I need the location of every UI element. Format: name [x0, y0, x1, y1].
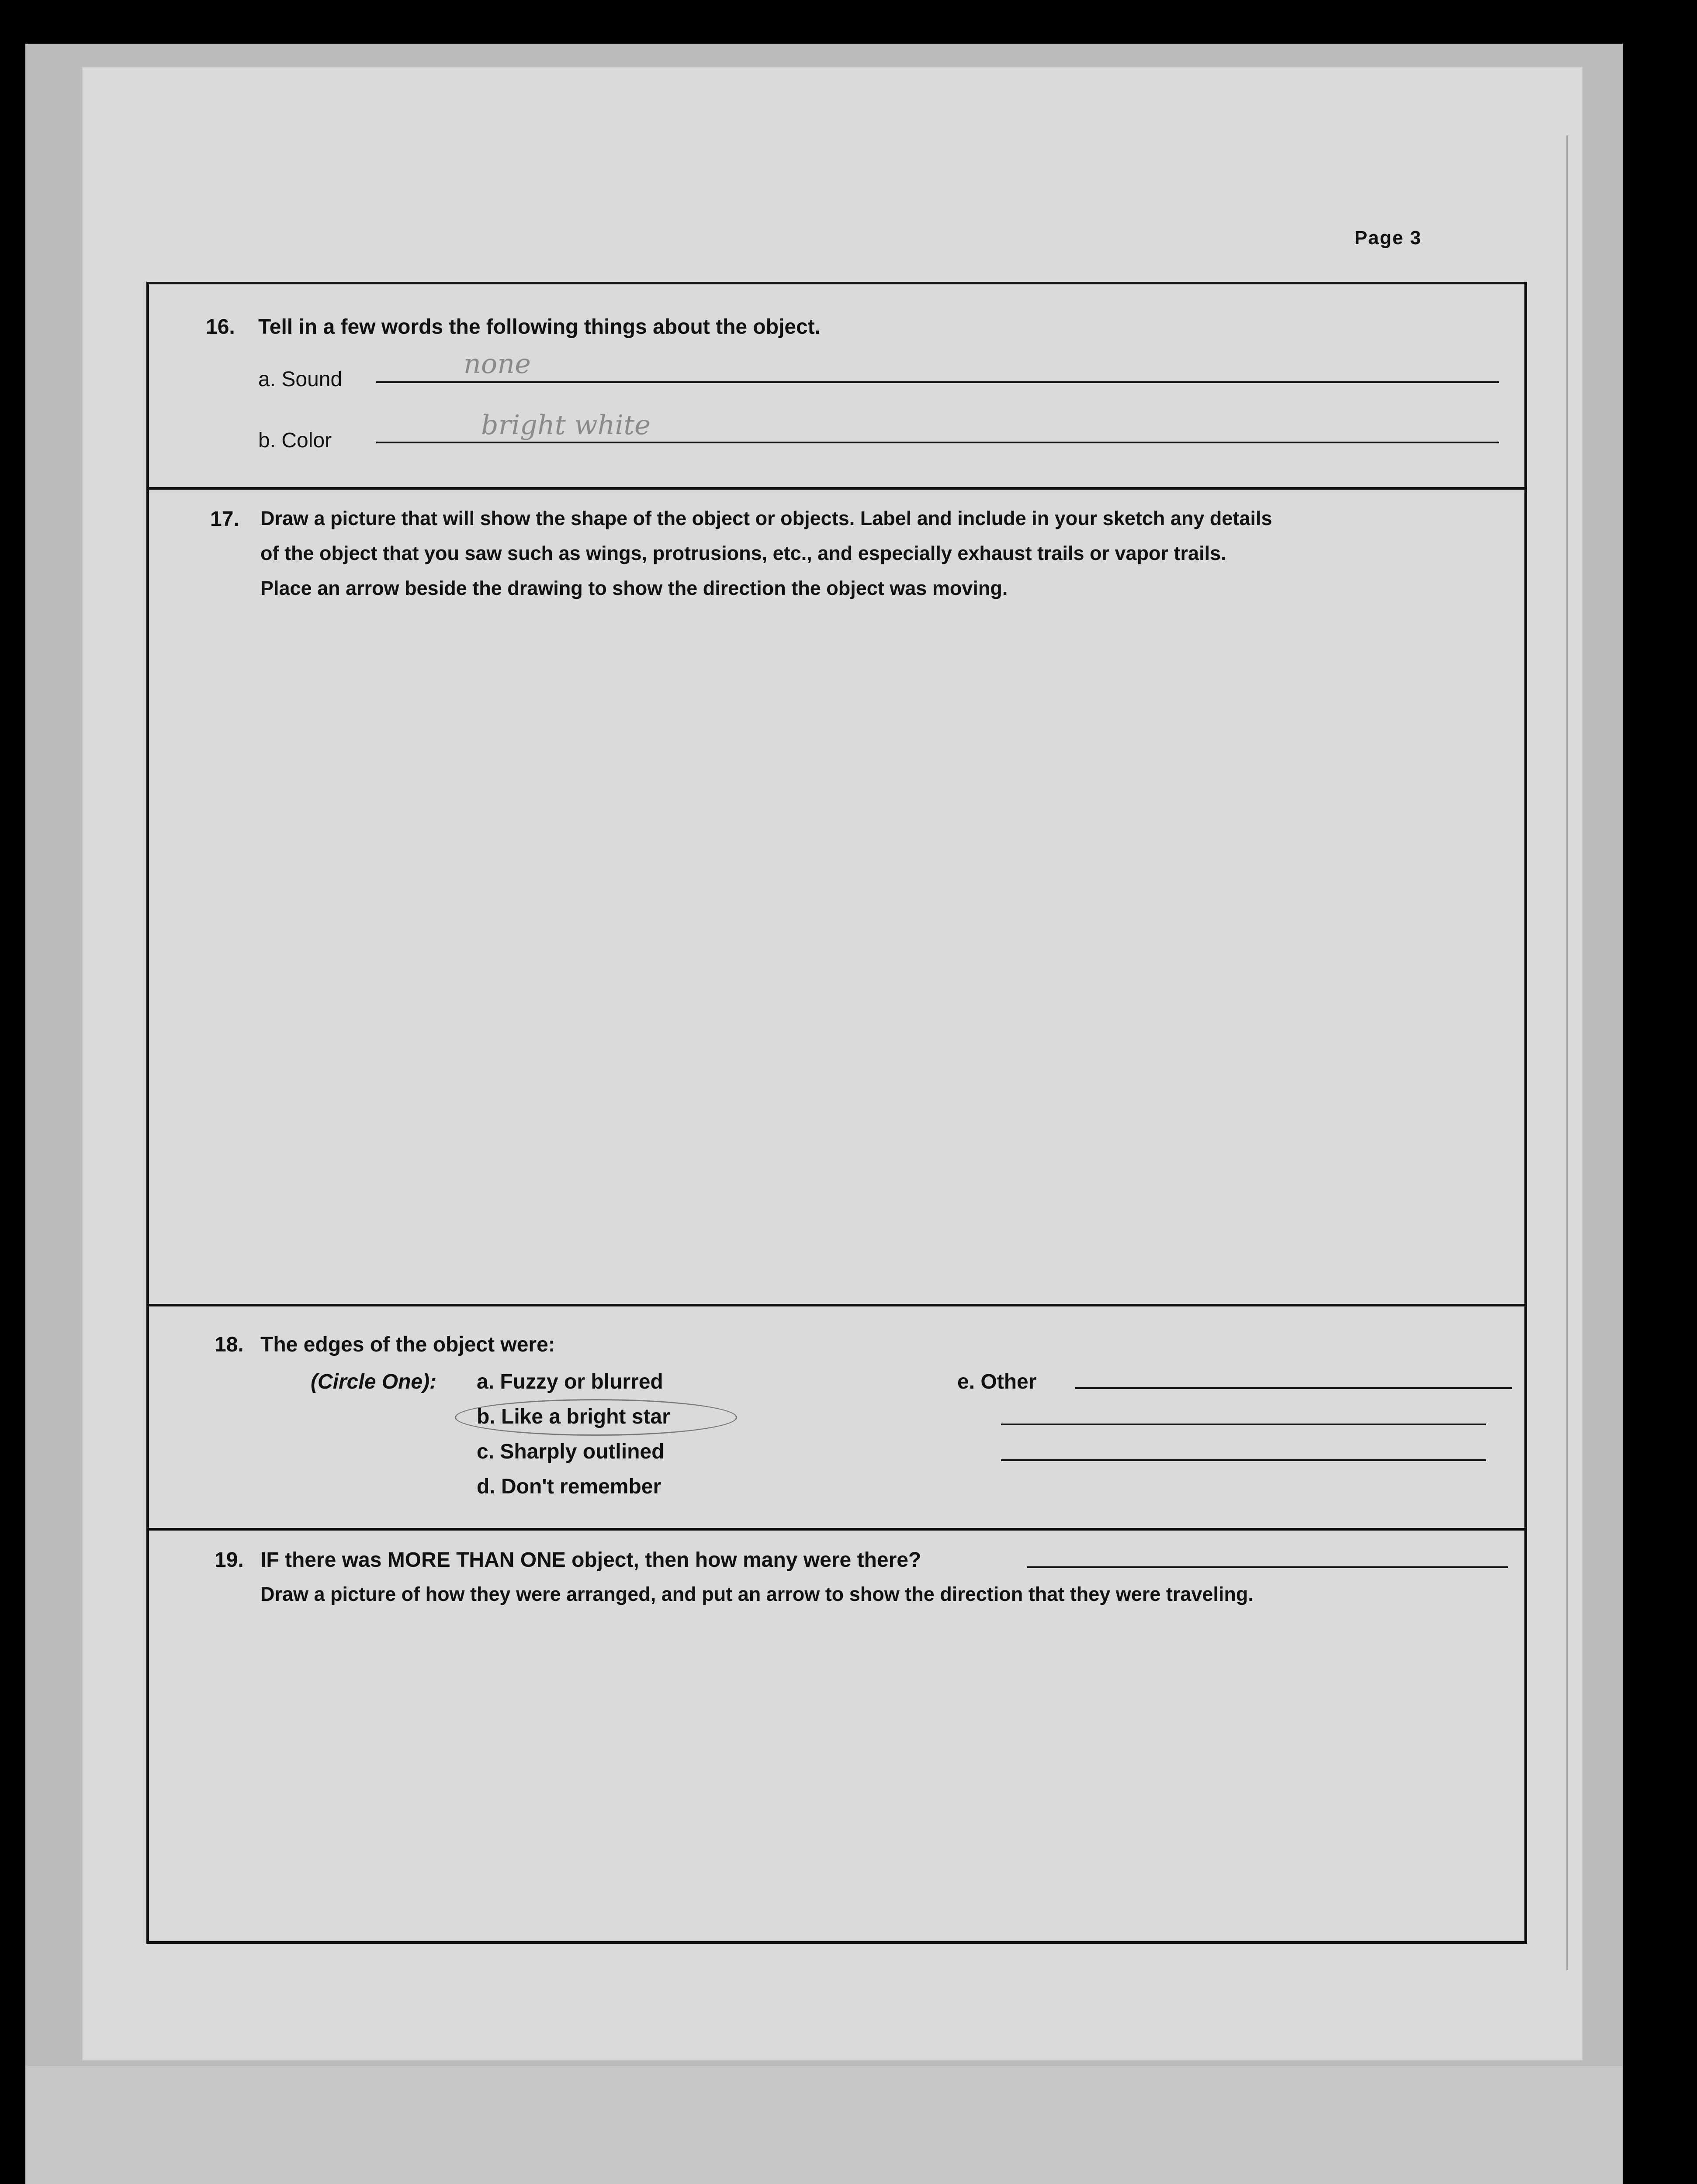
edge-option-a[interactable]: a. Fuzzy or blurred — [477, 1370, 663, 1393]
color-answer-line — [376, 442, 1499, 443]
question-17-section — [149, 490, 1524, 1306]
edge-option-c[interactable]: c. Sharply outlined — [477, 1440, 665, 1463]
arrangement-sketch-area[interactable] — [201, 1618, 1468, 1924]
edge-option-e-other[interactable]: e. Other — [957, 1370, 1037, 1393]
other-line-1 — [1075, 1387, 1512, 1389]
question-19-section — [149, 1531, 1524, 1941]
sketch-area[interactable] — [201, 621, 1468, 1276]
object-count-line — [1027, 1566, 1508, 1568]
selected-option-circle — [455, 1399, 737, 1436]
film-backing-lower — [25, 2066, 1623, 2184]
edge-option-b[interactable]: b. Like a bright star — [477, 1405, 670, 1428]
question-17-line-1: Draw a picture that will show the shape of the object or objects. Label and include in your sketch any details — [260, 507, 1272, 529]
question-17-line-3: Place an arrow beside the drawing to show the direction the object was moving. — [260, 577, 1008, 599]
other-line-3 — [1001, 1459, 1486, 1461]
question-16-number: 16. — [206, 315, 235, 339]
sound-answer[interactable]: none — [464, 348, 531, 380]
page-edge-line — [1566, 135, 1568, 1970]
color-label: b. Color — [258, 429, 332, 452]
question-19-line-2: Draw a picture of how they were arranged, and put an arrow to show the direction that they were traveling. — [260, 1583, 1254, 1605]
question-16-text: Tell in a few words the following things about the object. — [258, 315, 821, 339]
question-18-text: The edges of the object were: — [260, 1333, 555, 1356]
sound-label: a. Sound — [258, 368, 343, 391]
circle-one-instruction: (Circle One): — [311, 1370, 437, 1393]
question-16-section — [149, 284, 1524, 490]
questionnaire-form — [146, 282, 1527, 1944]
question-19-line-1: IF there was MORE THAN ONE object, then how many were there? — [260, 1548, 921, 1572]
question-17-line-2: of the object that you saw such as wings, protrusions, etc., and especially exhaust trails or vapor trails. — [260, 542, 1226, 564]
question-17-number: 17. — [210, 508, 239, 531]
color-answer[interactable]: bright white — [481, 409, 651, 441]
question-18-number: 18. — [215, 1333, 244, 1356]
page-number: Page 3 — [1354, 227, 1422, 249]
other-line-2 — [1001, 1424, 1486, 1425]
edge-option-d[interactable]: d. Don't remember — [477, 1475, 661, 1498]
question-18-section — [149, 1306, 1524, 1531]
question-19-number: 19. — [215, 1548, 244, 1572]
sound-answer-line — [376, 381, 1499, 383]
